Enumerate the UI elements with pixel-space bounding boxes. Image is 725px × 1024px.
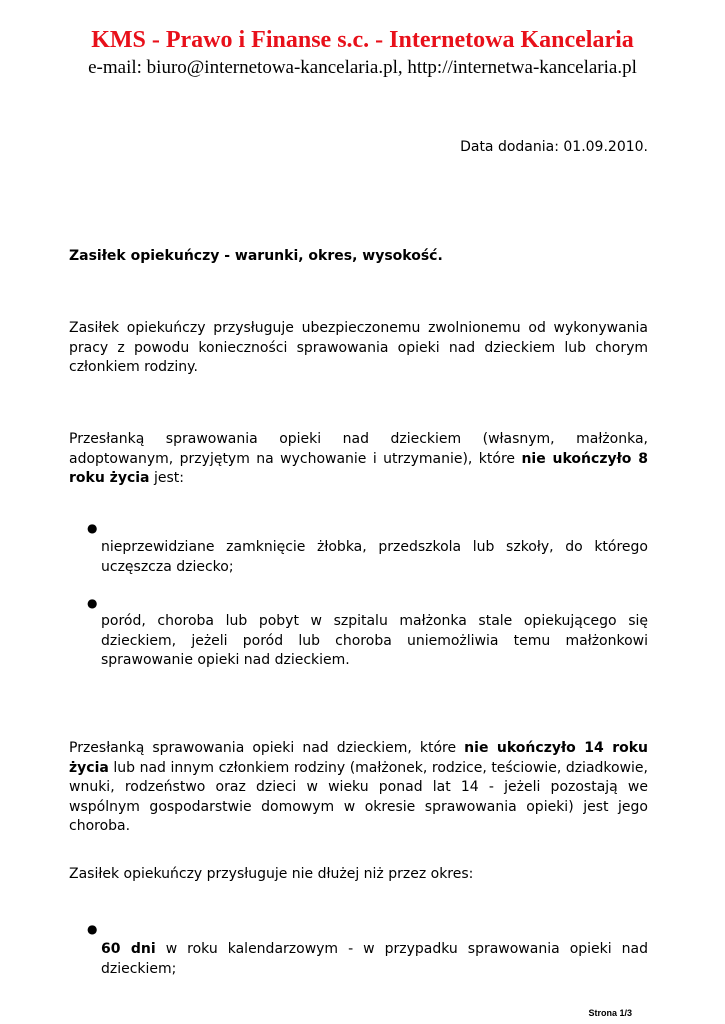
paragraph-period: Zasiłek opiekuńczy przysługuje nie dłużej niż przez okres: xyxy=(69,866,474,882)
list-item: nieprzewidziane zamknięcie żłobka, przedszkola lub szkoły, do którego uczęszcza dziecko; xyxy=(101,539,648,575)
bold-text: nie ukończyło 14 roku życia xyxy=(69,740,649,776)
bold-text: 60 dni xyxy=(101,941,156,957)
paragraph-age-14 xyxy=(69,739,648,837)
letterhead-contact: e-mail: biuro@internetowa-kancelaria.pl, http://internetwa-kancelaria.pl xyxy=(88,57,637,78)
paragraph-text: Przesłanką sprawowania opieki nad dzieckiem (własnym, małżonka, adoptowanym, przyjętym na wychowanie i utrzymanie), które xyxy=(69,431,648,467)
list-item: poród, choroba lub pobyt w szpitalu małżonka stale opiekującego się dzieckiem, jeżeli poród lub choroba uniemożliwia temu małżonkowi sprawowanie opieki nad dzieckiem. xyxy=(101,613,648,668)
list-item xyxy=(101,940,648,979)
letterhead-title: KMS - Prawo i Finanse s.c. - Internetowa Kancelaria xyxy=(91,27,634,53)
intro-paragraph: Zasiłek opiekuńczy przysługuje ubezpieczonemu zwolnionemu od wykonywania pracy z powodu konieczności sprawowania opieki nad dzieckiem lub chorym członkiem rodziny. xyxy=(69,320,648,375)
date-added: Data dodania: 01.09.2010. xyxy=(460,139,648,155)
bullet-icon: ● xyxy=(87,521,98,535)
article-heading: Zasiłek opiekuńczy - warunki, okres, wysokość. xyxy=(69,248,443,264)
paragraph-text: Przesłanką sprawowania opieki nad dzieckiem, które xyxy=(69,740,465,756)
bullet-icon: ● xyxy=(87,922,98,936)
paragraph-age-8 xyxy=(69,430,648,489)
paragraph-text: jest: xyxy=(149,470,184,486)
bold-text: nie ukończyło 8 roku życia xyxy=(69,450,648,486)
bullet-icon: ● xyxy=(87,596,98,610)
paragraph-text: lub nad innym członkiem rodziny (małżonek, rodzice, teściowie, dziadkowie, wnuki, rodzeństwo oraz dzieci w wieku ponad lat 14 - jeżeli pozostają we wspólnym gospodarstwie domowym w okresie sprawowania opieki) jest jego choroba. xyxy=(69,759,648,834)
list-item-text: w roku kalendarzowym - w przypadku sprawowania opieki nad dzieckiem; xyxy=(101,941,648,977)
page-number: Strona 1/3 xyxy=(588,1008,632,1018)
